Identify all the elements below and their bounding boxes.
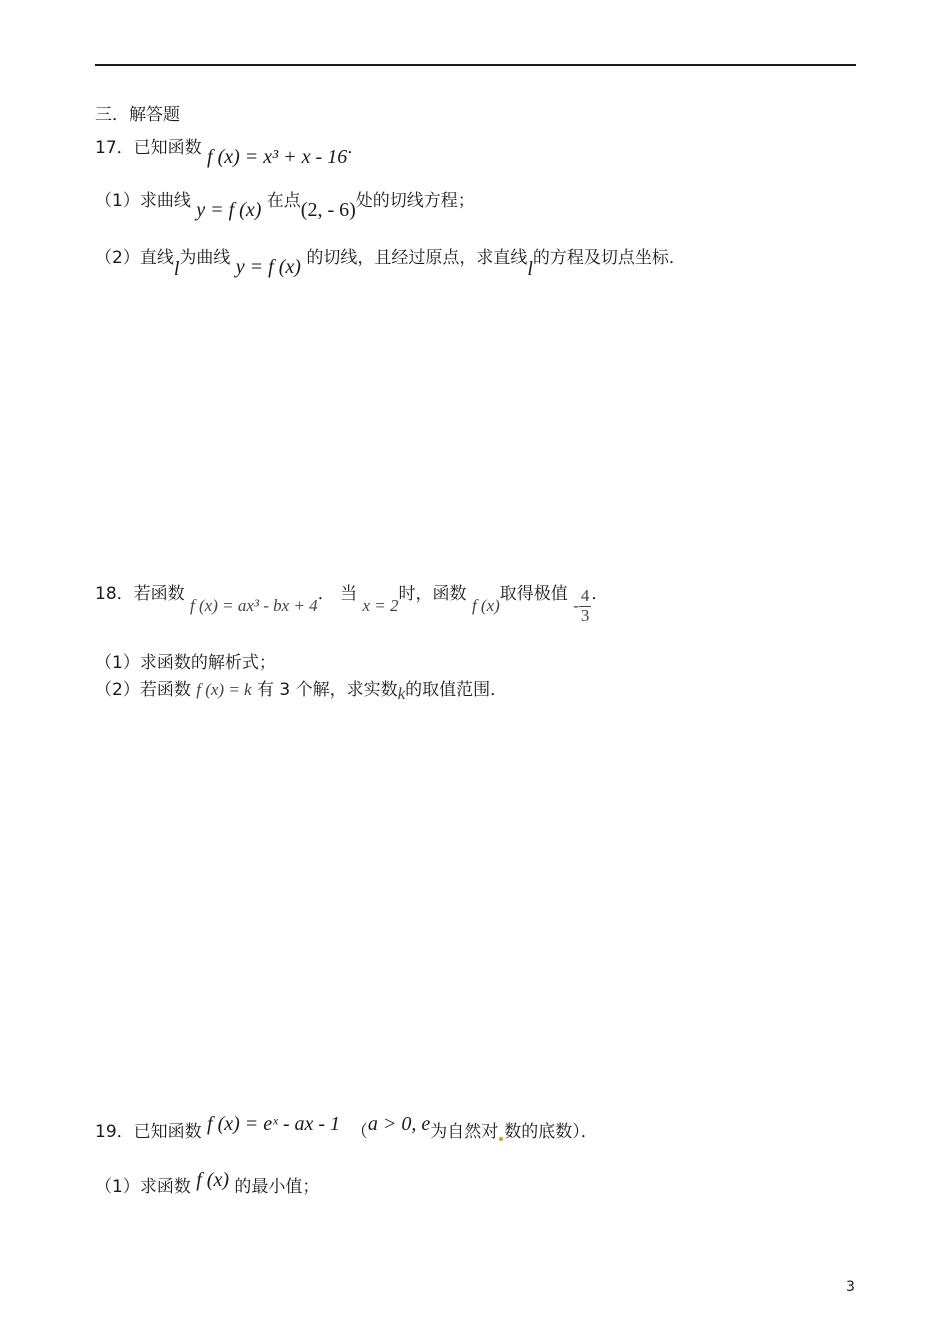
problem-17-part-2	[95, 243, 686, 280]
section-heading: 三．解答题	[95, 105, 180, 125]
math-expression: (2, - 6)	[300, 199, 356, 221]
problem-end: ．	[347, 138, 365, 158]
problem-text: 取得极值	[499, 584, 568, 605]
value-sign: -	[573, 596, 579, 616]
part-text: 的方程及切点坐标．	[532, 248, 686, 268]
part-text: 若函数	[139, 680, 191, 700]
part-text: 的取值范围．	[405, 680, 508, 700]
page-number: 3	[846, 1279, 855, 1295]
part-label: （1）	[95, 1177, 140, 1197]
math-expression: a > 0, e	[367, 1113, 431, 1135]
problem-text: ． 当	[317, 584, 358, 605]
problem-text: （	[350, 1122, 368, 1142]
part-text: 求函数	[139, 1177, 191, 1197]
math-expression: l	[527, 258, 533, 280]
problem-intro: 已知函数	[133, 1122, 202, 1142]
formula: f (x) = eˣ - ax - 1	[207, 1113, 341, 1135]
math-expression: f (x)	[471, 596, 500, 616]
problem-number: 19．	[95, 1122, 134, 1142]
annotation-mark	[499, 1137, 503, 1141]
formula: f (x) = ax³ - bx + 4	[190, 596, 318, 616]
math-expression: f (x)	[196, 1169, 229, 1191]
part-label: （1）	[95, 191, 140, 211]
header-rule	[95, 64, 856, 66]
problem-end: ．	[591, 584, 609, 605]
problem-17	[95, 133, 365, 168]
part-text: 求曲线	[139, 191, 191, 211]
problem-18-part-2	[95, 675, 508, 703]
math-expression: y = f (x)	[235, 256, 301, 278]
part-text: 的切线，且经过原点，求直线	[306, 248, 528, 268]
part-text: 直线	[139, 248, 174, 268]
problem-number: 18．	[95, 584, 134, 605]
math-expression: f (x) = k	[196, 680, 252, 699]
math-expression: l	[173, 258, 180, 280]
problem-text: 时，函数	[398, 584, 467, 605]
problem-19-part-1	[95, 1169, 320, 1198]
math-expression: y = f (x)	[196, 199, 262, 221]
part-text: 在点	[266, 191, 301, 211]
numerator: 4	[580, 586, 590, 605]
problem-intro: 已知函数	[133, 138, 202, 158]
problem-19	[95, 1113, 598, 1143]
math-expression: x = 2	[362, 596, 399, 616]
denominator: 3	[580, 605, 590, 625]
fraction	[579, 587, 592, 625]
problem-intro: 若函数	[133, 584, 185, 605]
problem-18-part-1	[95, 648, 276, 673]
problem-18	[95, 575, 609, 625]
part-text: 求函数的解析式；	[139, 653, 276, 673]
math-expression: k	[397, 684, 406, 703]
part-label: （1）	[95, 653, 140, 673]
problem-number: 17．	[95, 138, 134, 158]
problem-text: 为自然对	[430, 1122, 499, 1142]
part-label: （2）	[95, 248, 140, 268]
part-label: （2）	[95, 680, 140, 700]
problem-17-part-1	[95, 186, 475, 221]
part-text: 的最小值；	[234, 1177, 320, 1197]
part-text: 为曲线	[179, 248, 231, 268]
problem-text: 数的底数）．	[504, 1122, 598, 1142]
formula: f (x) = x³ + x - 16	[207, 146, 348, 168]
part-text: 有 3 个解，求实数	[257, 680, 398, 700]
part-text: 处的切线方程；	[355, 191, 475, 211]
